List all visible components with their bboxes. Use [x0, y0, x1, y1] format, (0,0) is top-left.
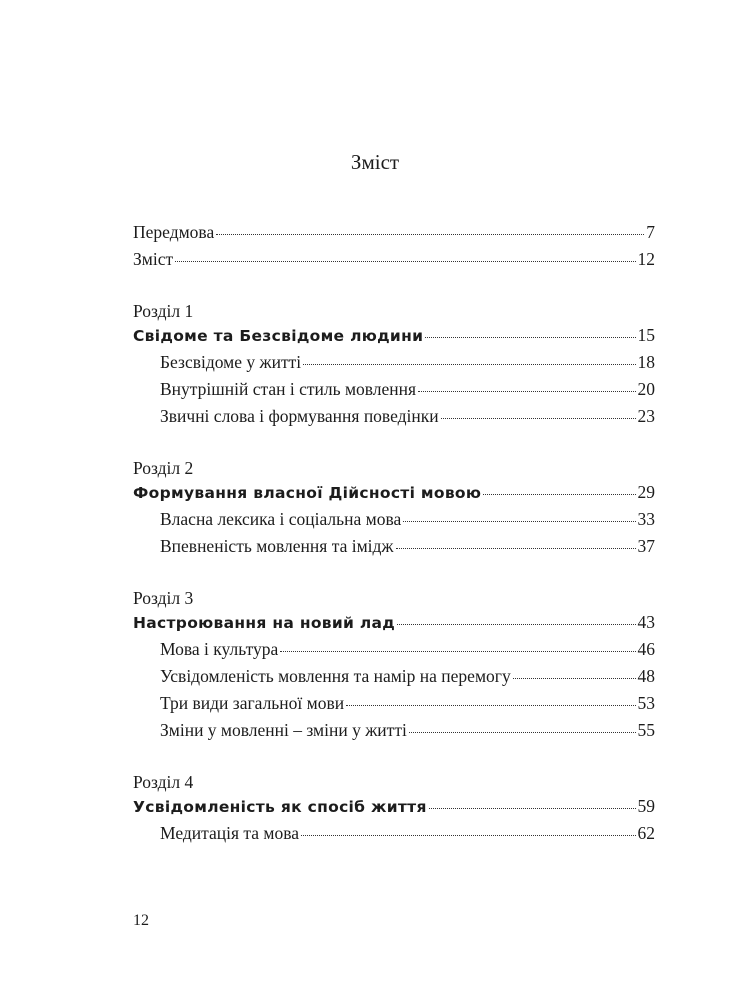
toc-chapter-entry	[133, 482, 655, 509]
dot-leader	[403, 520, 635, 522]
dot-leader	[175, 260, 635, 262]
toc-chapter-entry	[133, 325, 655, 352]
toc-entry-page: 33	[637, 509, 655, 529]
toc-entry-page: 29	[637, 482, 655, 502]
toc-entry-label: Усвідомленість мовлення та намір на перемогу	[160, 666, 511, 686]
dot-leader	[425, 336, 635, 338]
toc-entry-contents	[133, 249, 655, 276]
dot-leader	[301, 834, 635, 836]
toc-entry-label: Мова і культура	[160, 639, 279, 659]
toc-entry-page: 20	[637, 379, 655, 399]
toc-entry-page: 7	[646, 222, 655, 242]
toc-sub-entry	[133, 720, 655, 747]
page-title: Зміст	[350, 150, 400, 174]
toc-entry-label: Внутрішній стан і стиль мовлення	[160, 379, 417, 399]
section-heading: Розділ 2	[133, 458, 194, 478]
toc-sub-entry	[133, 352, 655, 379]
toc-entry-label: Звичні слова і формування поведінки	[160, 406, 439, 426]
dot-leader	[346, 704, 635, 706]
dot-leader	[513, 677, 636, 679]
dot-leader	[483, 493, 635, 495]
toc-sub-entry	[133, 693, 655, 720]
toc-entry-page: 46	[637, 639, 655, 659]
toc-entry-label: Зміни у мовленні – зміни у житті	[160, 720, 407, 740]
dot-leader	[396, 547, 636, 549]
section-heading: Розділ 4	[133, 772, 194, 792]
toc-entry-label: Формування власної Дійсності мовою	[133, 484, 482, 502]
toc-chapter-entry	[133, 612, 655, 639]
toc-sub-entry	[133, 379, 655, 406]
toc-entry-label: Власна лексика і соціальна мова	[160, 509, 402, 529]
dot-leader	[397, 623, 635, 625]
toc-entry-label: Безсвідоме у житті	[160, 352, 302, 372]
toc-entry-page: 15	[637, 325, 655, 345]
section-heading: Розділ 1	[133, 301, 194, 321]
toc-entry-page: 53	[637, 693, 655, 713]
dot-leader	[216, 233, 644, 235]
toc-sub-entry	[133, 823, 655, 850]
page-number: 12	[133, 912, 149, 929]
table-of-contents	[133, 222, 655, 850]
toc-entry-page: 37	[637, 536, 655, 556]
toc-sub-entry	[133, 406, 655, 433]
toc-entry-page: 48	[637, 666, 655, 686]
toc-sub-entry	[133, 639, 655, 666]
toc-entry-preface	[133, 222, 655, 249]
toc-entry-page: 43	[637, 612, 655, 632]
toc-chapter-entry	[133, 796, 655, 823]
toc-entry-page: 55	[637, 720, 655, 740]
toc-entry-label: Три види загальної мови	[160, 693, 345, 713]
toc-entry-label: Зміст	[133, 249, 174, 269]
dot-leader	[418, 390, 635, 392]
section-heading: Розділ 3	[133, 588, 194, 608]
toc-entry-label: Медитація та мова	[160, 823, 300, 843]
dot-leader	[280, 650, 635, 652]
toc-entry-label: Усвідомленість як спосіб життя	[133, 798, 427, 816]
toc-sub-entry	[133, 666, 655, 693]
toc-sub-entry	[133, 536, 655, 563]
toc-entry-label: Передмова	[133, 222, 215, 242]
toc-entry-page: 23	[637, 406, 655, 426]
toc-entry-page: 18	[637, 352, 655, 372]
toc-entry-page: 12	[637, 249, 655, 269]
dot-leader	[429, 807, 636, 809]
toc-entry-label: Свідоме та Безсвідоме людини	[133, 327, 424, 345]
dot-leader	[409, 731, 636, 733]
toc-entry-page: 59	[637, 796, 655, 816]
toc-entry-page: 62	[637, 823, 655, 843]
dot-leader	[441, 417, 636, 419]
toc-sub-entry	[133, 509, 655, 536]
toc-entry-label: Настроювання на новий лад	[133, 614, 396, 632]
toc-entry-label: Впевненість мовлення та імідж	[160, 536, 394, 556]
dot-leader	[303, 363, 635, 365]
